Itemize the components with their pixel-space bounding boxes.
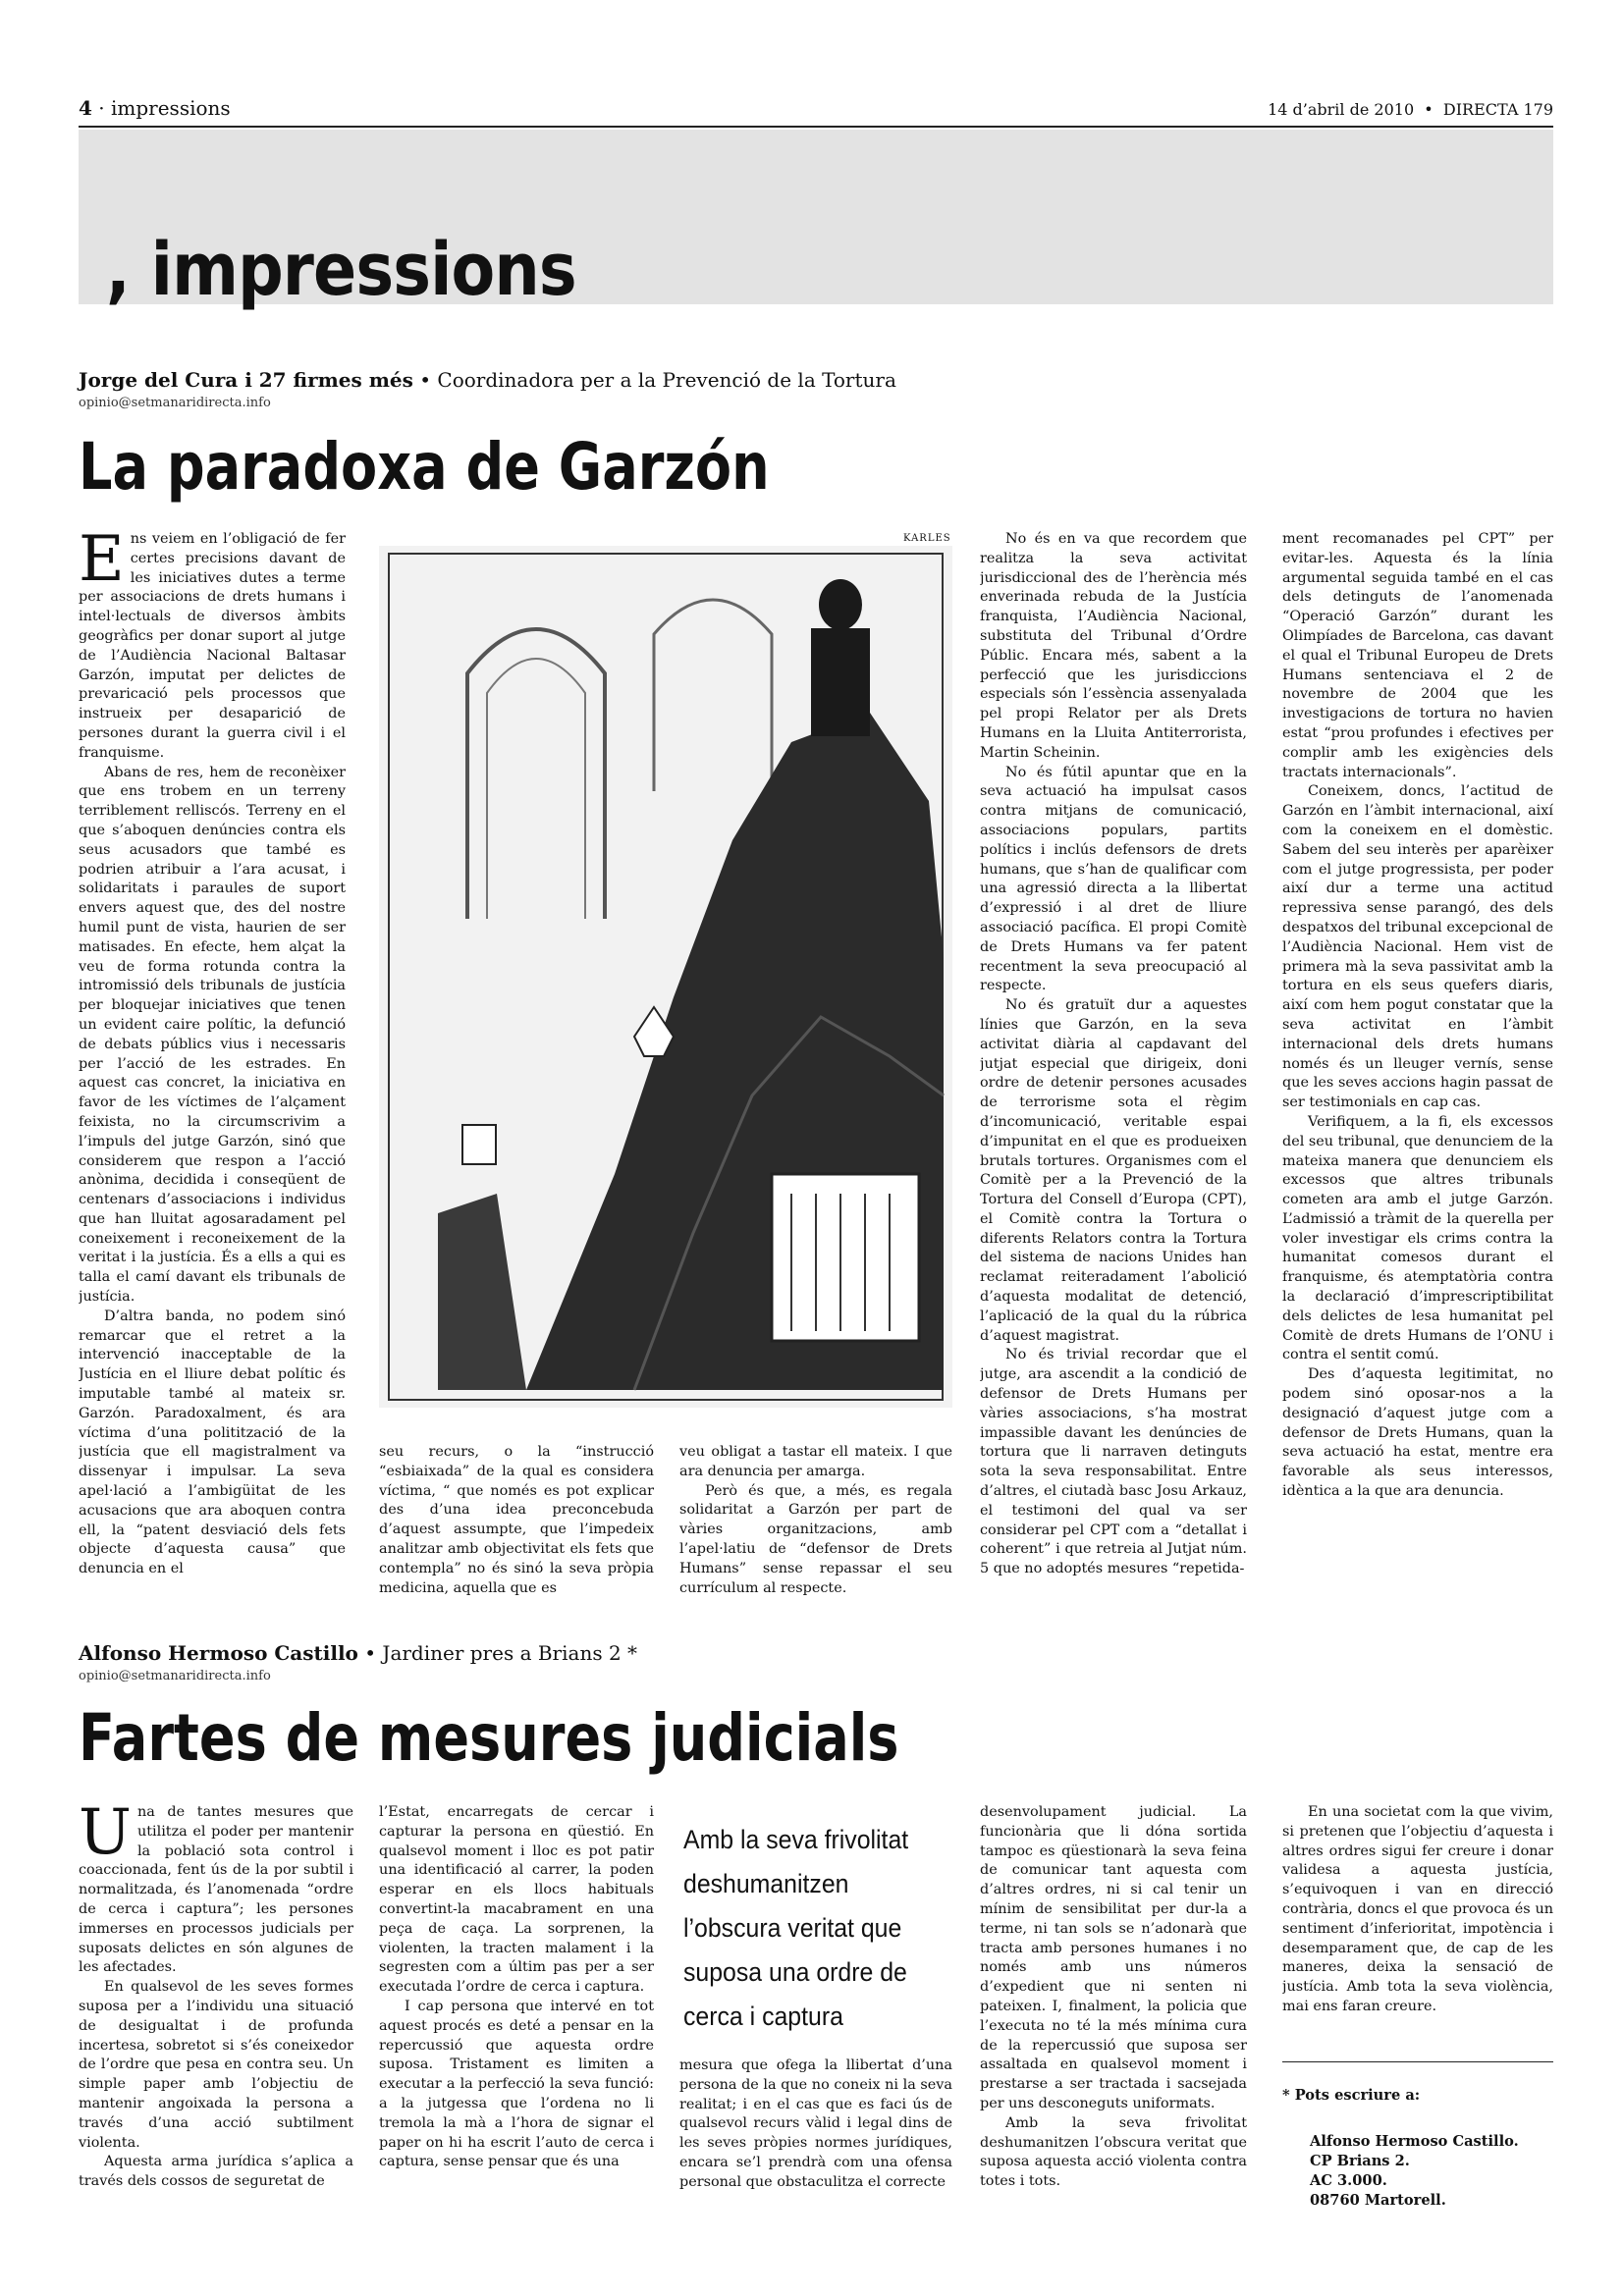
cartoon-drawing [379, 546, 952, 1408]
image-credit: KARLES [903, 533, 951, 544]
article1-headline: La paradoxa de Garzón [79, 429, 770, 505]
paragraph: I cap persona que intervé en tot aquest procés es deté a pensar en la repercussió que aquesta ordre suposa. Tristament es limiten a executar a la perfecció la seva funció: a la jutgessa que l’ordena no li tremola la mà a l’hora de signar el paper on hi ha escrit l’auto de cerca i captura, sense pensar que és una [379, 1998, 654, 2170]
address-line: Alfonso Hermoso Castillo. [1310, 2133, 1519, 2150]
paragraph: seu recurs, o la “instrucció “esbiaixada” de la qual es considera víctima, “ que només es pot explicar des d’una idea preconcebuda d’aquest assumpte, que l’impedeix analitzar amb objectivitat els fets que contempla” no és sinó la seva pròpia medicina, aquella que es [379, 1444, 654, 1596]
paragraph: D’altra banda, no podem sinó remarcar que el retret a la intervenció inacceptable de la Justícia en el lliure debat polític és imputable també al mateix sr. Garzón. Paradoxalment, és ara víctima d’una politització de la justícia que ell magistralment va dissenyar i impulsar. La seva apel·lació a l’ambigüitat de les acusacions que ara aboquen contra ell, la “patent desviació dels fets objecte d’aquesta causa” que denuncia en el [79, 1308, 346, 1577]
paragraph: veu obligat a tastar ell mateix. I que ara denuncia per amarga. [679, 1444, 952, 1479]
issue-number: DIRECTA 179 [1442, 100, 1553, 119]
address-line: CP Brians 2. [1310, 2153, 1410, 2169]
page-section-label: 4 · impressions [79, 96, 231, 120]
article2-column-3 [679, 2056, 952, 2194]
issue-date: 14 d’abril de 2010 [1268, 100, 1415, 119]
paragraph: No és gratuït dur a aquestes línies que Garzón, en la seva activitat diària al capdavant del jutjat especial que dirigeix, doni ordre de detenir persones acusades de terrorisme sota el règim d’incomunicació, veritable espai d’impunitat en el que es produeixen brutals tortures. Organismes com el Comitè per a la Prevenció de la Tortura del Consell d’Europa (CPT), el Comitè contra la Tortura o diferents Relators contra la Tortura del sistema de nacions Unides han reclamat reiteradament l’abolició d’aquesta modalitat de detenció, l’aplicació de la qual du la rúbrica d’aquest magistrat. [980, 997, 1247, 1344]
section-title: , impressions [106, 228, 576, 312]
article1-byline: Jorge del Cura i 27 firmes més • Coordinadora per a la Prevenció de la Tortura [79, 368, 896, 392]
article2-headline: Fartes de mesures judicials [79, 1700, 899, 1776]
page-number: 4 [79, 96, 92, 120]
paragraph: En qualsevol de les seves formes suposa per a l’individu una situació de desigualtat i de profunda incertesa, sobretot si s’és coneixedor de l’ordre que pesa en contra seu. Un simple paper amb l’objectiu de mantenir angoixada la persona a través d’una acció subtilment violenta. [79, 1979, 353, 2151]
divider [1282, 2061, 1553, 2062]
article1-column-1 [79, 530, 346, 1610]
cartoon-illustration [379, 546, 952, 1408]
paragraph: l’Estat, encarregats de cercar i capturar la persona en qüestió. En qualsevol moment i lloc es pot patir una identificació al carrer, la poden esperar en els llocs habituals convertint-la macabrament en una peça de caça. La sorprenen, la violenten, la tracten malament i la segresten com a últim pas per a ser executada l’ordre de cerca i captura. [379, 1804, 654, 1996]
paragraph: ment recomanades pel CPT” per evitar-les. Aquesta és la línia argumental seguida també en el cas dels detinguts de l’anomenada “Operació Garzón” durant les Olimpíades de Barcelona, cas davant el qual el Tribunal Europeu de Drets Humans sentenciava el 2 de novembre de 2004 que les investigacions de tortura no havien estat “prou profundes i efectives per complir amb les exigències dels tractats internacionals”. [1282, 531, 1553, 780]
paragraph: No és en va que recordem que realitza la seva activitat jurisdiccional des de l’herència més enverinada rebuda de la Justícia franquista, l’Audiència Nacional, substituta del Tribunal d’Ordre Públic. Encara més, sabent a la perfecció que les jurisdiccions especials són l’essència assenyalada pel propi Relator per als Drets Humans en la Lluita Antiterrorista, Martin Scheinin. [980, 531, 1247, 761]
article1-affiliation: Coordinadora per a la Prevenció de la Tortura [437, 368, 896, 392]
article2-author: Alfonso Hermoso Castillo [79, 1641, 358, 1665]
paragraph: na de tantes mesures que utilitza el poder per mantenir la població sota control i coaccionada, fent ús de la por subtil i normalitzada, és l’anomenada “ordre de cerca i captura”; les persones immerses en processos judicials per suposats delictes en són algunes de les afectades. [79, 1804, 353, 1976]
article2-column-4 [980, 1803, 1247, 2196]
paragraph: Coneixem, doncs, l’actitud de Garzón en l’àmbit internacional, així com la coneixem en el domèstic. Sabem del seu interès per aparèixer com el jutge progressista, per poder així dur a terme una actitud repressiva sense parangó, des dels despatxos del tribunal excepcional de l’Audiència Nacional. Hem vist de primera mà la seva passivitat amb la tortura en els seus quefers diaris, així com hem pogut constatar que la seva activitat en l’àmbit internacional dels drets humans només és un lleuger vernís, sense que les seves accions hagin passat de ser testimonials en cap cas. [1282, 783, 1553, 1111]
article2-column-5 [1282, 1803, 1553, 2049]
article1-column-5 [1282, 530, 1553, 1629]
paragraph: Amb la seva frivolitat deshumanitzen l’obscura veritat que suposa aquesta acció violenta contra totes i tots. [980, 2114, 1247, 2190]
paragraph: En una societat com la que vivim, si pretenen que l’objectiu d’aquesta i altres ordres sigui fer creure i donar validesa a aquesta justícia, s’equivoquen i van en direcció contrària, doncs el que provoca és un sentiment d’inferioritat, impotència i desemparament que, de cap de les maneres, deixa la sensació de justícia. Amb tota la seva violència, mai ens faran creure. [1282, 1804, 1553, 2014]
article2-email[interactable]: opinio@setmanaridirecta.info [79, 1669, 271, 1683]
paragraph: desenvolupament judicial. La funcionària que li dóna sortida tampoc es qüestionarà la seva feina de comunicar tant aquesta com d’altres ordres, ni si cal tenir un mínim de sensibilitat per dur-la a terme, ni tan sols se n’adonarà que tracta amb persones humanes i no només amb uns números d’expedient que ni senten ni pateixen. I, finalment, la policia que l’executa no té la més mínima cura de la repercussió que suposa ser assaltada en qualsevol moment i prestarse a ser tractada i sacsejada per uns desconeguts uniformats. [980, 1804, 1247, 2111]
address-line: AC 3.000. [1310, 2172, 1387, 2189]
address-line: 08760 Martorell. [1310, 2192, 1446, 2209]
issue-info [1268, 100, 1553, 119]
drop-cap: E [79, 530, 125, 596]
paragraph: mesura que ofega la llibertat d’una persona de la que no coneix ni la seva realitat; i en el cas que es faci ús de qualsevol recurs vàlid i legal dins de les seves pròpies normes jurídiques, encara se’l prendrà com una ofensa personal que obstaculitza el correcte [679, 2057, 952, 2190]
article1-email[interactable]: opinio@setmanaridirecta.info [79, 396, 271, 410]
paragraph: Però és que, a més, es regala solidaritat a Garzón per part de vàries organitzacions, amb l’apel·latiu de “defensor de Drets Humans” sense repassar el seu currículum al respecte. [679, 1482, 952, 1596]
paragraph: Aquesta arma jurídica s’aplica a través dels cossos de seguretat de [79, 2154, 353, 2190]
article2-column-1 [79, 1803, 353, 2196]
article2-column-2 [379, 1803, 654, 2196]
paragraph: Abans de res, hem de reconèixer que ens trobem en un terreny terriblement relliscós. Terreny en el que s’aboquen denúncies contra els seus acusadors que també es podrien atribuir a l’ara acusat, i solidaritats i paraules de suport envers aquest que, des del nostre humil punt de vista, haurien de ser matisades. En efecte, hem alçat la veu de forma rotunda contra la intromissió dels tribunals de justícia per bloquejar iniciatives que tenen un evident caire polític, la defunció de debats públics vius i necessaris per l’acció de les estrades. En aquest cas concret, la iniciativa en favor de les víctimes de l’alçament feixista, no la circumscrivim a l’impuls del jutge Garzón, sinó que considerem que respon a l’acció anònima, decidida i conseqüent de centenars d’associacions i individus que han lluitat agosaradament pel coneixement i reconeixement de la veritat i la justícia. És a ells a qui es talla el camí davant els tribunals de justícia. [79, 764, 346, 1306]
paragraph: Verifiquem, a la fi, els excessos del seu tribunal, que denunciem de la mateixa manera que denunciem els excessos que altres tribunals cometen ara amb el jutge Garzón. L’admissió a tràmit de la querella per voler investigar els crims contra la humanitat comesos durant el franquisme, és atemptatòria contra la declaració d’imprescriptibilitat dels delictes de lesa humanitat pel Comitè de drets Humans de l’ONU i contra el sentit comú. [1282, 1113, 1553, 1363]
paragraph: ns veiem en l’obligació de fer certes precisions davant de les iniciatives dutes a terme per associacions de drets humans i intel·lectuals de diversos àmbits geogràfics per donar suport al jutge de l’Audiència Nacional Baltasar Garzón, imputat per delictes de prevaricació pels processos que instrueix per desaparició de persones durant la guerra civil i el franquisme. [79, 531, 346, 761]
separator: • [1424, 100, 1434, 119]
running-header [79, 96, 1553, 128]
article2-byline: Alfonso Hermoso Castillo • Jardiner pres a Brians 2 * [79, 1641, 638, 1665]
section-name: impressions [111, 96, 231, 120]
paragraph: No és trivial recordar que el jutge, ara ascendit a la condició de defensor de Drets Humans per vàries associacions, s’ha mostrat impassible davant les denúncies de tortura que li narraven detinguts sota la seva responsabilitat. Entre d’altres, el ciutadà basc Josu Arkauz, el testimoni del qual va ser considerar pel CPT com a “detallat i coherent” i que retreia al Jutjat núm. 5 que no adoptés mesures “repetida- [980, 1347, 1247, 1577]
article1-column-2 [379, 1443, 654, 1600]
article1-column-3 [679, 1443, 952, 1600]
article1-column-4 [980, 530, 1247, 1610]
address-block [1310, 2132, 1519, 2211]
article2-affiliation: Jardiner pres a Brians 2 * [382, 1641, 638, 1665]
drop-cap: U [79, 1803, 132, 1869]
paragraph: Des d’aquesta legitimitat, no podem sinó oposar-nos a la designació d’aquest jutge com a defensor de Drets Humans, quan la seva actuació ha estat, mentre era favorable als seus interessos, idèntica a la que ara denuncia. [1282, 1366, 1553, 1500]
pull-quote: Amb la seva frivolitat deshumanitzen l’obscura veritat que suposa una ordre de cerca i captura [683, 1825, 909, 2031]
note-title: * Pots escriure a: [1282, 2087, 1421, 2104]
paragraph: No és fútil apuntar que en la seva actuació ha impulsat casos contra mitjans de comunicació, associacions populars, partits polítics i inclús defensors de drets humans, que s’han de qualificar com una agressió directa a la llibertat d’expressió i al dret de lliure associació pacífica. El propi Comitè de Drets Humans va fer patent recentment la seva preocupació al respecte. [980, 764, 1247, 994]
article1-author: Jorge del Cura i 27 firmes més [79, 368, 413, 392]
